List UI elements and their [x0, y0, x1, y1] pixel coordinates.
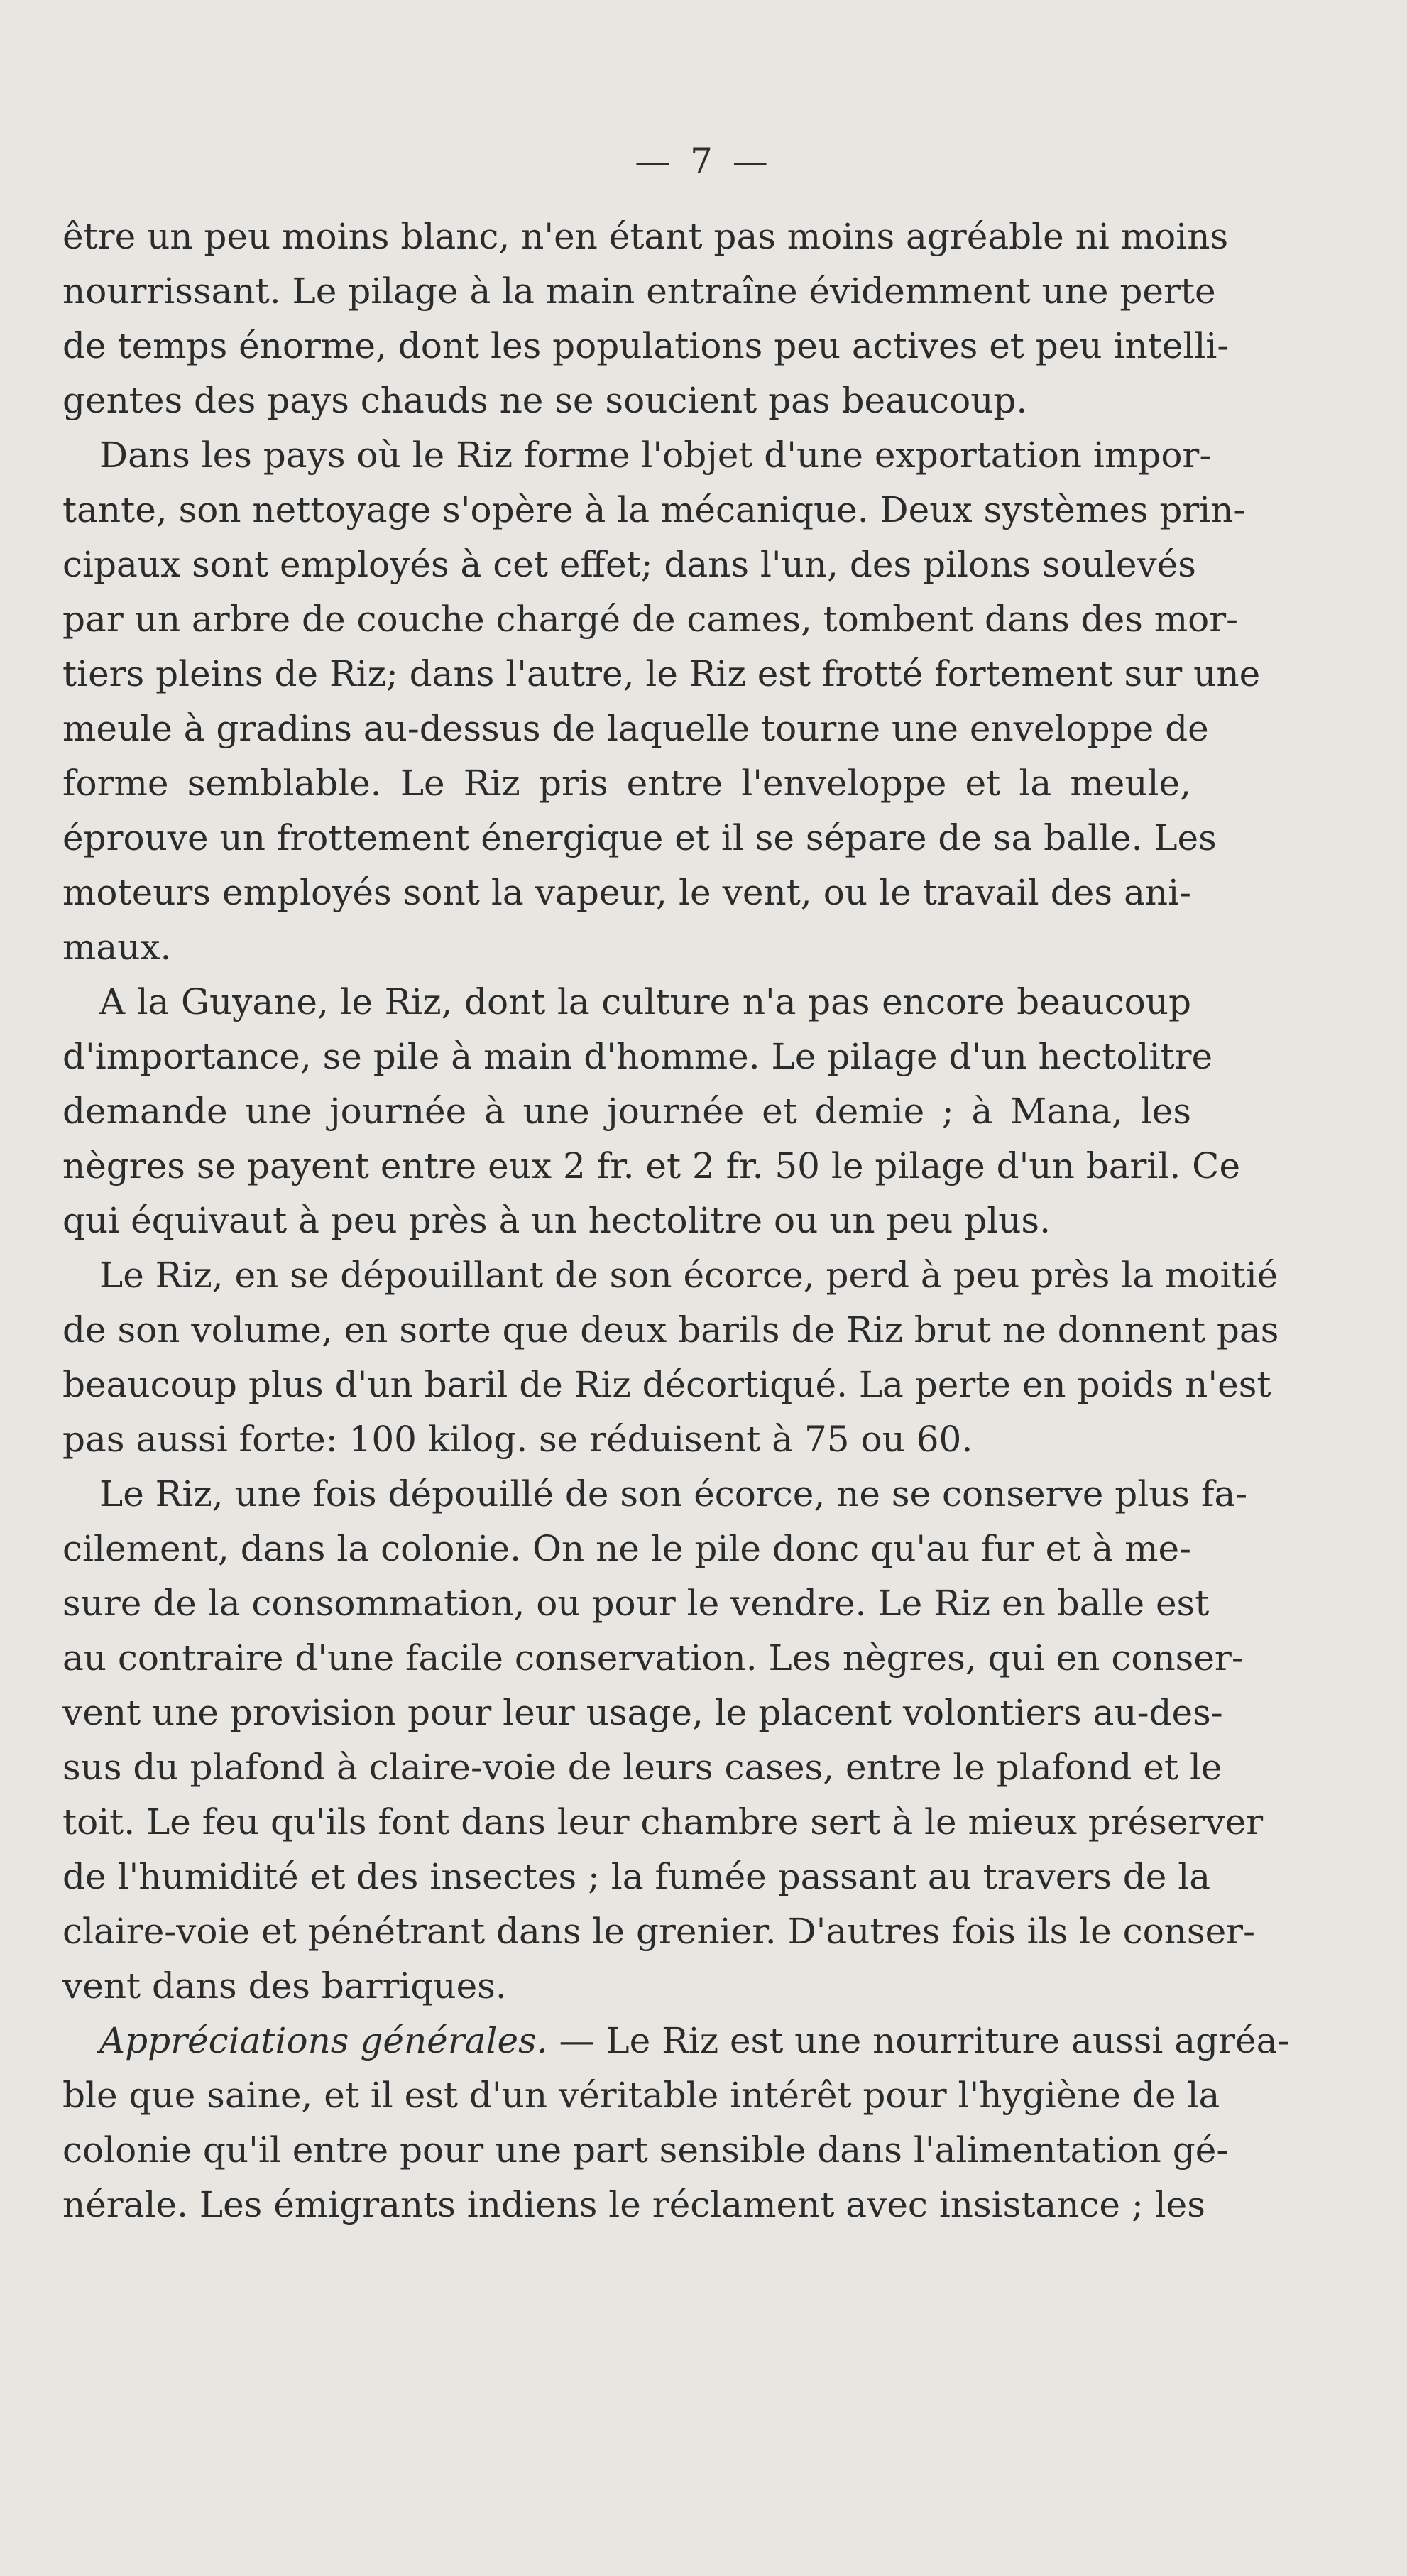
section-heading: Appréciations générales. [99, 2020, 548, 2061]
text-line: de temps énorme, dont les populations peu actives et peu intelli- [62, 325, 1230, 366]
text-line: Dans les pays où le Riz forme l'objet d'une exportation impor- [99, 435, 1212, 476]
heading-continuation: — Le Riz est une nourriture aussi agréa- [547, 2020, 1290, 2061]
paragraph [62, 975, 1241, 1248]
text-line: sus du plafond à claire-voie de leurs cases, entre le plafond et le [62, 1747, 1222, 1788]
text-line: toit. Le feu qu'ils font dans leur chambre sert à le mieux préserver [62, 1801, 1264, 1843]
text-line: claire-voie et pénétrant dans le grenier. D'autres fois ils le conser- [62, 1911, 1255, 1952]
text-line: de son volume, en sorte que deux barils de Riz brut ne donnent pas [62, 1309, 1279, 1350]
text-line: tante, son nettoyage s'opère à la mécanique. Deux systèmes prin- [62, 489, 1246, 530]
text-line: forme semblable. Le Riz pris entre l'enveloppe et la meule, [62, 763, 1191, 804]
text-line: nourrissant. Le pilage à la main entraîne évidemment une perte [62, 271, 1216, 312]
text-line: tiers pleins de Riz; dans l'autre, le Riz est frotté fortement sur une [62, 653, 1261, 694]
paragraph [62, 1467, 1264, 2014]
paragraph [62, 2014, 1290, 2232]
text-line: nérale. Les émigrants indiens le réclament avec insistance ; les [62, 2184, 1205, 2225]
body-text [62, 209, 1290, 2232]
paragraph [62, 1248, 1279, 1467]
text-line: moteurs employés sont la vapeur, le vent, ou le travail des ani- [62, 872, 1191, 913]
text-line [62, 2014, 1290, 2068]
page-number: — 7 — [635, 141, 772, 182]
text-line: vent dans des barriques. [62, 1965, 507, 2007]
text-line: être un peu moins blanc, n'en étant pas moins agréable ni moins [62, 216, 1229, 257]
text-line: ble que saine, et il est d'un véritable intérêt pour l'hygiène de la [62, 2075, 1220, 2116]
text-line: cilement, dans la colonie. On ne le pile donc qu'au fur et à me- [62, 1528, 1191, 1569]
text-line: gentes des pays chauds ne se soucient pas beaucoup. [62, 380, 1028, 421]
text-line: nègres se payent entre eux 2 fr. et 2 fr. 50 le pilage d'un baril. Ce [62, 1145, 1241, 1186]
text-line: cipaux sont employés à cet effet; dans l'un, des pilons soulevés [62, 544, 1196, 585]
text-line: au contraire d'une facile conservation. Les nègres, qui en conser- [62, 1637, 1244, 1679]
text-line: beaucoup plus d'un baril de Riz décortiqué. La perte en poids n'est [62, 1364, 1271, 1405]
text-line: d'importance, se pile à main d'homme. Le pilage d'un hectolitre [62, 1036, 1213, 1077]
text-line: Le Riz, en se dépouillant de son écorce, perd à peu près la moitié [99, 1255, 1279, 1296]
text-line: colonie qu'il entre pour une part sensible dans l'alimentation gé- [62, 2129, 1229, 2171]
text-line: meule à gradins au-dessus de laquelle tourne une enveloppe de [62, 708, 1209, 749]
text-line: éprouve un frottement énergique et il se sépare de sa balle. Les [62, 817, 1217, 858]
text-line: A la Guyane, le Riz, dont la culture n'a pas encore beaucoup [99, 981, 1191, 1022]
text-line: de l'humidité et des insectes ; la fumée passant au travers de la [62, 1856, 1211, 1897]
text-line: vent une provision pour leur usage, le placent volontiers au-des- [62, 1692, 1223, 1733]
paragraph [62, 209, 1230, 428]
text-line: sure de la consommation, ou pour le vendre. Le Riz en balle est [62, 1583, 1210, 1624]
text-line: Le Riz, une fois dépouillé de son écorce, ne se conserve plus fa- [99, 1473, 1248, 1515]
text-line: demande une journée à une journée et demie ; à Mana, les [62, 1091, 1191, 1132]
text-line: pas aussi forte: 100 kilog. se réduisent à 75 ou 60. [62, 1419, 973, 1460]
text-line: par un arbre de couche chargé de cames, tombent dans des mor- [62, 599, 1239, 640]
text-line: qui équivaut à peu près à un hectolitre ou un peu plus. [62, 1200, 1051, 1241]
text-line: maux. [62, 927, 172, 968]
paragraph [62, 428, 1261, 975]
